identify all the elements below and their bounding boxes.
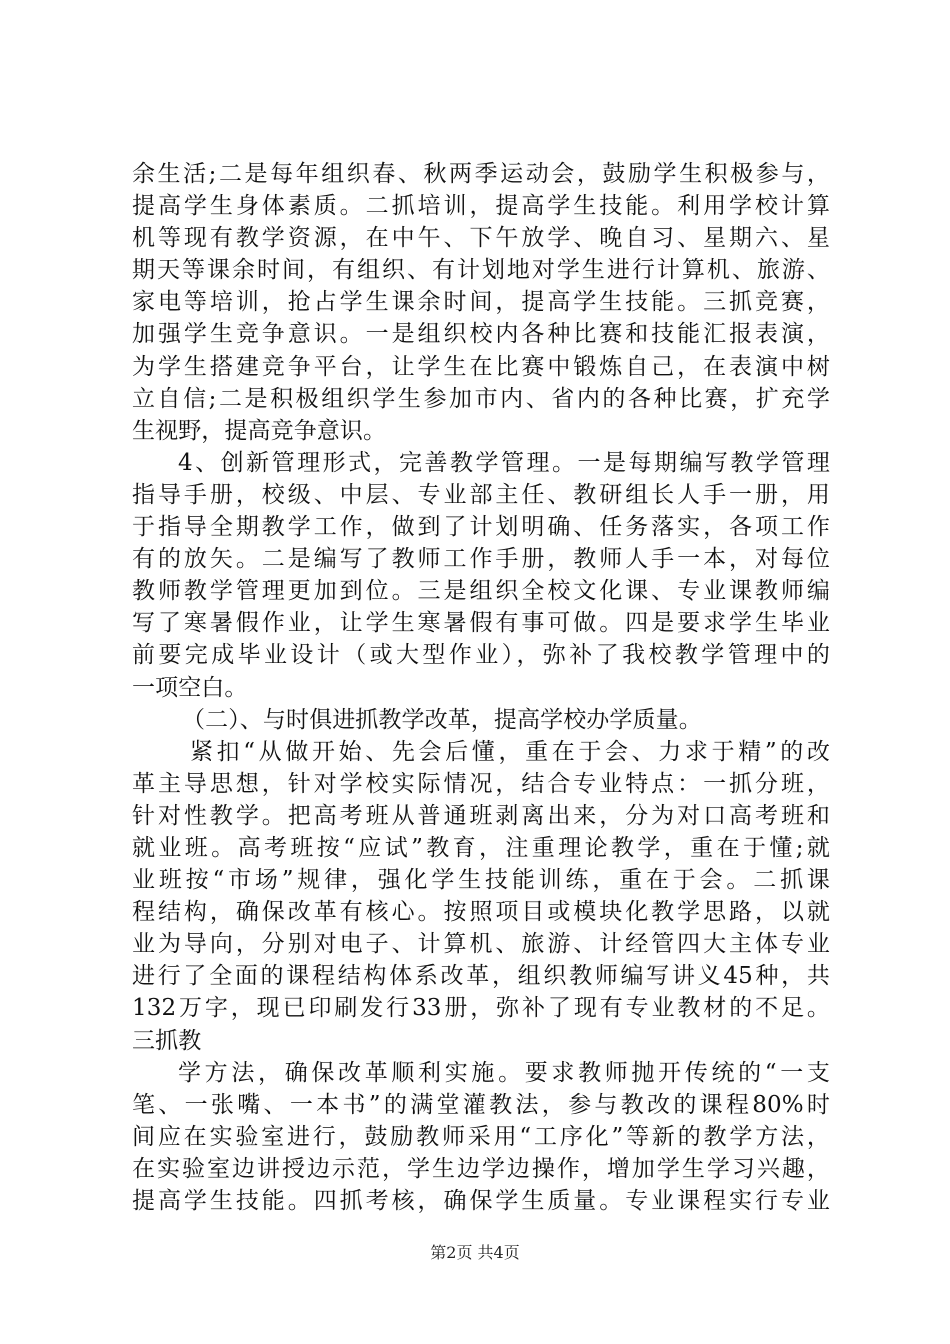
text-line: 三抓教 xyxy=(132,1027,202,1054)
text-line: 笔、一张嘴、一本书”的满堂灌教法，参与教改的课程80%时 xyxy=(132,1091,830,1118)
text-line: 前要完成毕业设计（或大型作业），弥补了我校教学管理中的 xyxy=(132,642,830,669)
text-line: 业为导向，分别对电子、计算机、旅游、计经管四大主体专业 xyxy=(132,931,830,958)
text-line: 提高学生身体素质。二抓培训，提高学生技能。利用学校计算 xyxy=(132,193,830,220)
text-line: 家电等培训，抢占学生课余时间，提高学生技能。三抓竞赛， xyxy=(132,289,830,316)
text-line: 提高学生技能。四抓考核，确保学生质量。专业课程实行专业 xyxy=(132,1188,830,1214)
text-line: 进行了全面的课程结构体系改革，组织教师编写讲义45种，共 xyxy=(132,963,830,990)
text-line: 生视野，提高竞争意识。 xyxy=(132,417,387,444)
paragraph-start-line: 学方法，确保改革顺利实施。要求教师抛开传统的“一支 xyxy=(178,1059,830,1086)
text-line: 程结构，确保改革有核心。按照项目或模块化教学思路，以就 xyxy=(132,899,830,926)
text-line: 间应在实验室进行，鼓励教师采用“工序化”等新的教学方法， xyxy=(132,1123,830,1150)
text-line: 加强学生竞争意识。一是组织校内各种比赛和技能汇报表演， xyxy=(132,321,830,348)
text-line: 针对性教学。把高考班从普通班剥离出来，分为对口高考班和 xyxy=(132,802,830,829)
text-line: 就业班。高考班按“应试”教育，注重理论教学，重在于懂;就 xyxy=(132,834,830,861)
text-line: 132万字，现已印刷发行33册，弥补了现有专业教材的不足。 xyxy=(132,995,830,1022)
text-line: 在实验室边讲授边示范，学生边学边操作，增加学生学习兴趣， xyxy=(132,1155,830,1182)
paragraph-start-line: 4、创新管理形式，完善教学管理。一是每期编写教学管理 xyxy=(178,449,830,476)
text-line: 为学生搭建竞争平台，让学生在比赛中锻炼自己，在表演中树 xyxy=(132,353,830,380)
text-line: 一项空白。 xyxy=(132,674,248,701)
text-line: 立自信;二是积极组织学生参加市内、省内的各种比赛，扩充学 xyxy=(132,385,830,412)
paragraph-start-line: 紧扣“从做开始、先会后懂，重在于会、力求于精”的改 xyxy=(190,738,830,765)
text-line: 业班按“市场”规律，强化学生技能训练，重在于会。二抓课 xyxy=(132,867,830,894)
section-heading: （二）、与时俱进抓教学改革，提高学校办学质量。 xyxy=(182,706,702,733)
text-line: 期天等课余时间，有组织、有计划地对学生进行计算机、旅游、 xyxy=(132,257,830,284)
body-text xyxy=(132,158,830,1217)
text-line: 余生活;二是每年组织春、秋两季运动会，鼓励学生积极参与， xyxy=(132,161,830,187)
page-footer: 第2页 共4页 xyxy=(430,1243,520,1262)
text-line: 指导手册，校级、中层、专业部主任、教研组长人手一册，用 xyxy=(132,481,830,508)
text-line: 革主导思想，针对学校实际情况，结合专业特点：一抓分班， xyxy=(132,770,830,797)
text-line: 于指导全期教学工作，做到了计划明确、任务落实，各项工作 xyxy=(132,514,830,541)
text-line: 机等现有教学资源，在中午、下午放学、晚自习、星期六、星 xyxy=(132,225,830,252)
text-line: 教师教学管理更加到位。三是组织全校文化课、专业课教师编 xyxy=(132,578,830,605)
text-line: 写了寒暑假作业，让学生寒暑假有事可做。四是要求学生毕业 xyxy=(132,610,830,637)
text-line: 有的放矢。二是编写了教师工作手册，教师人手一本，对每位 xyxy=(132,546,830,573)
